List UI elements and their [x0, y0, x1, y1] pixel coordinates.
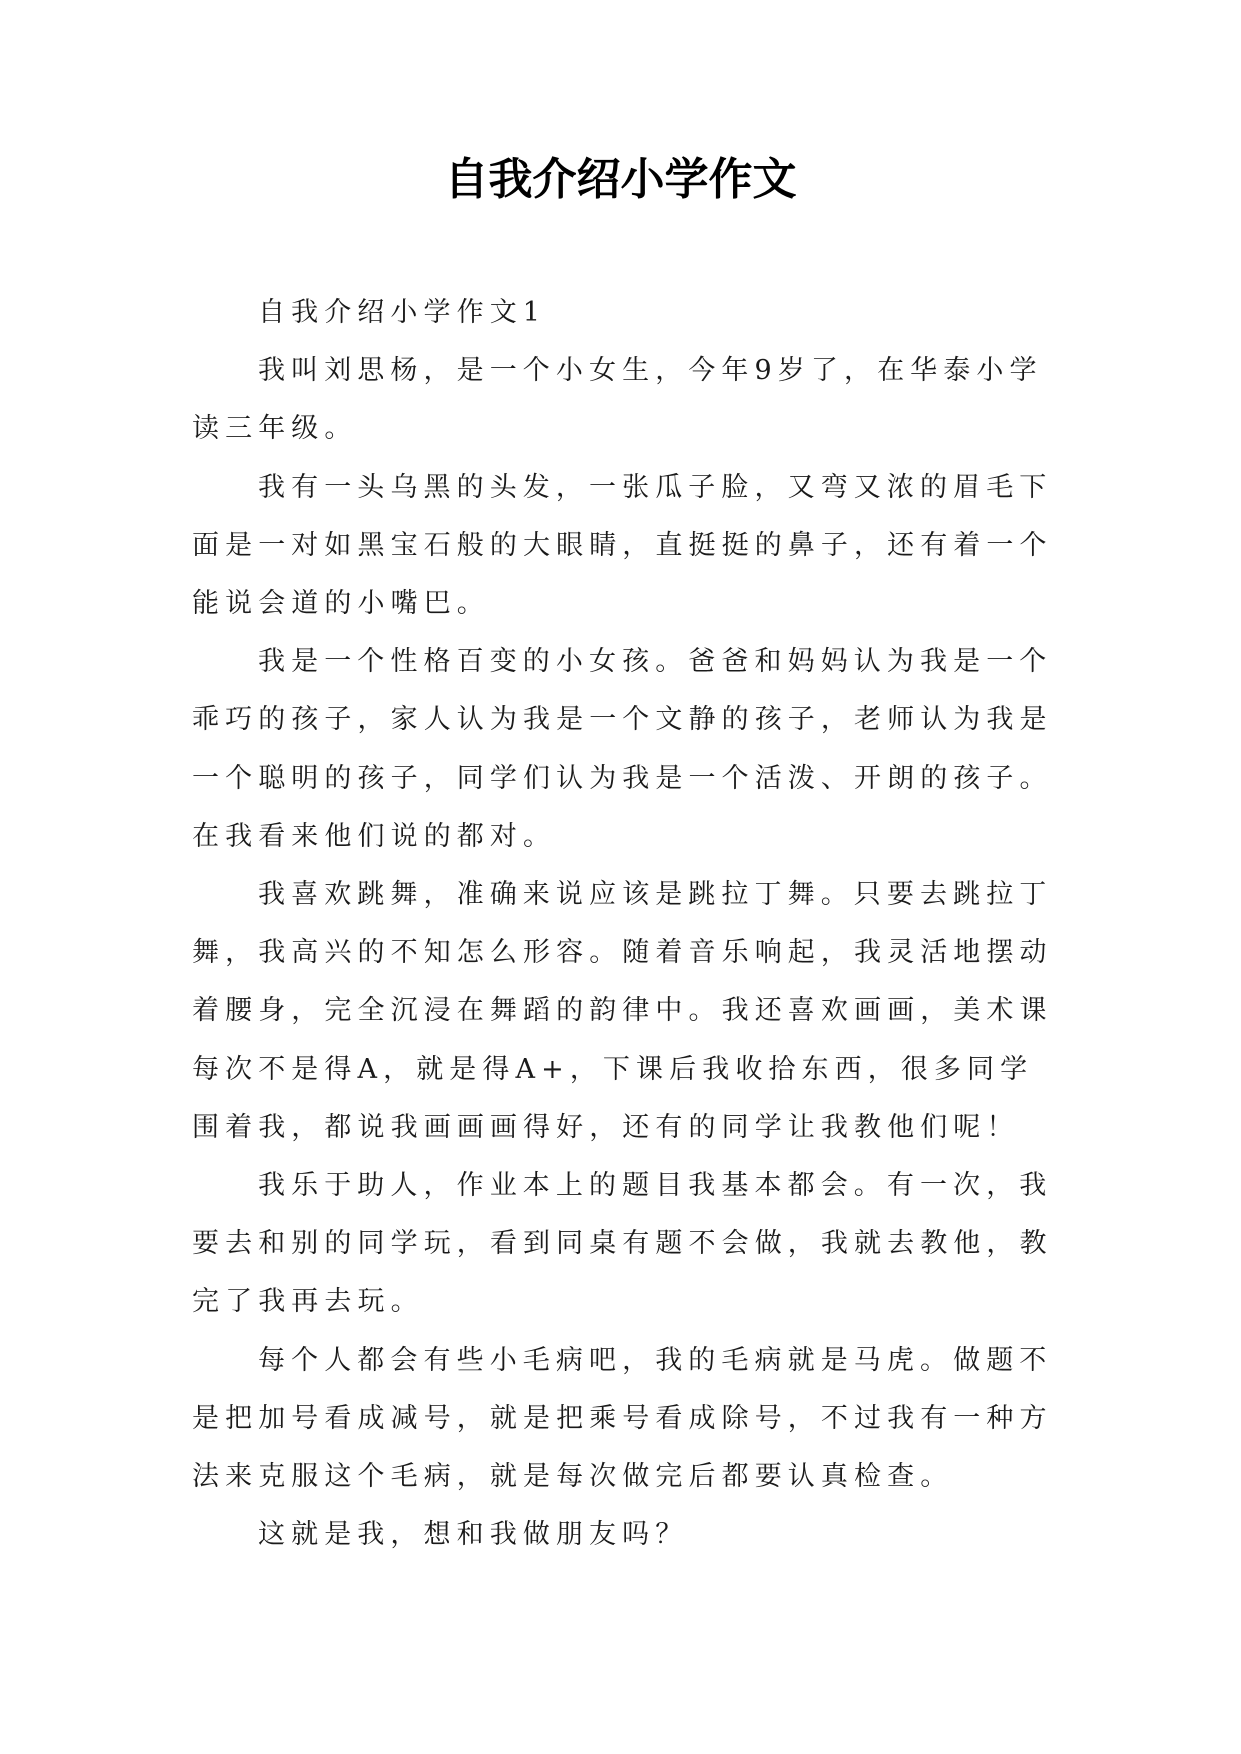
paragraph: 每个人都会有些小毛病吧，我的毛病就是马虎。做题不是把加号看成减号，就是把乘号看成除号，不过我有一种方法来克服这个毛病，就是每次做完后都要认真检查。: [192, 1344, 1053, 1493]
paragraph: 我是一个性格百变的小女孩。爸爸和妈妈认为我是一个乖巧的孩子，家人认为我是一个文静的孩子，老师认为我是一个聪明的孩子，同学们认为我是一个活泼、开朗的孩子。在我看来他们说的都对。: [192, 646, 1053, 852]
document-title: 自我介绍小学作文: [444, 154, 797, 205]
section-heading: 自我介绍小学作文1: [258, 297, 547, 328]
paragraph: 我喜欢跳舞，准确来说应该是跳拉丁舞。只要去跳拉丁舞，我高兴的不知怎么形容。随着音乐响起，我灵活地摆动着腰身，完全沉浸在舞蹈的韵律中。我还喜欢画画，美术课每次不是得A，就是得A+，下课后我收拾东西，很多同学围着我，都说我画画画得好，还有的同学让我教他们呢！: [192, 879, 1053, 1143]
document-body: [192, 284, 1054, 1564]
paragraph: 我叫刘思杨，是一个小女生，今年9岁了，在华泰小学读三年级。: [192, 355, 1043, 445]
paragraph: 我有一头乌黑的头发，一张瓜子脸，又弯又浓的眉毛下面是一对如黑宝石般的大眼睛，直挺挺的鼻子，还有着一个能说会道的小嘴巴。: [192, 471, 1053, 620]
paragraph: 我乐于助人，作业本上的题目我基本都会。有一次，我要去和别的同学玩，看到同桌有题不会做，我就去教他，教完了我再去玩。: [192, 1170, 1053, 1318]
paragraph: 这就是我，想和我做朋友吗？: [258, 1519, 689, 1551]
